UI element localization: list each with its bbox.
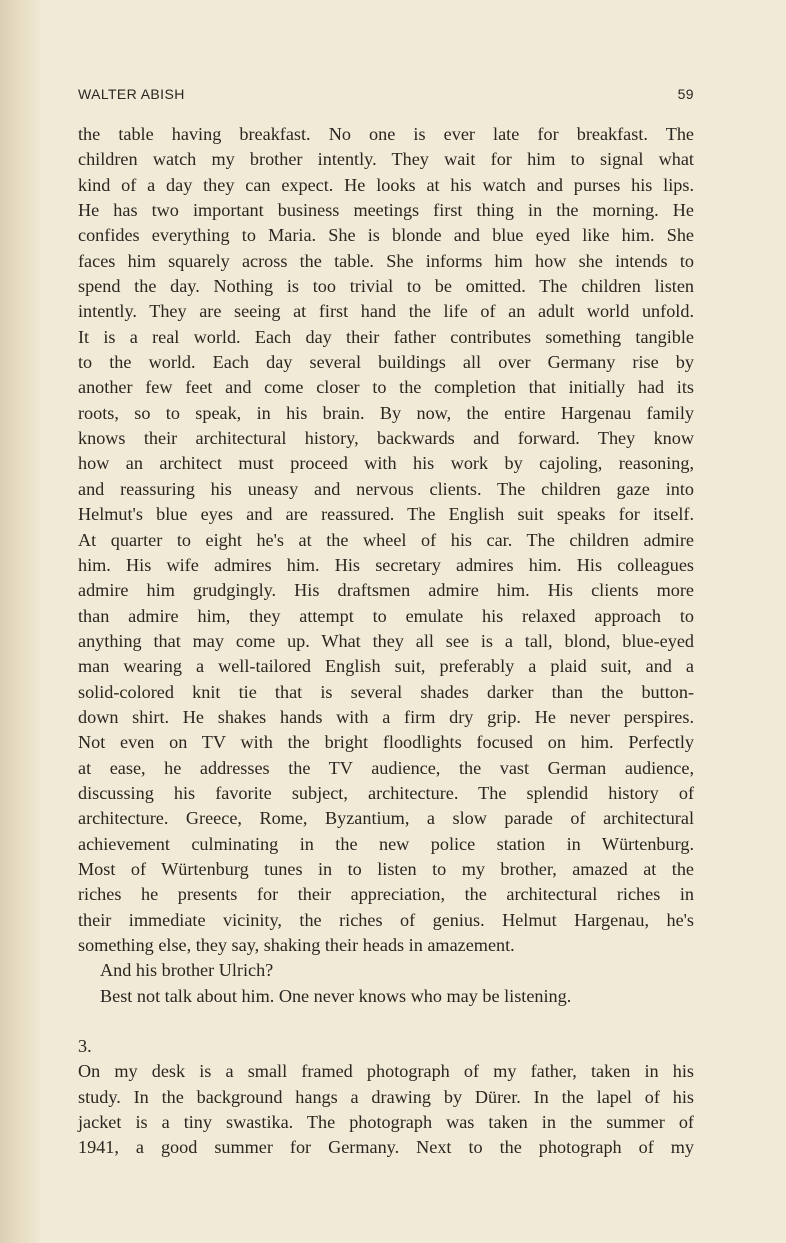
text-line: the table having breakfast. No one is ever late for breakfast. The <box>78 124 694 144</box>
text-line: anything that may come up. What they all see is a tall, blond, blue-eyed <box>78 630 694 651</box>
text-line: achievement culminating in the new police station in Würtenburg. <box>78 833 694 854</box>
text-line: discussing his favorite subject, architecture. The splendid history of <box>78 782 694 803</box>
text-line: architecture. Greece, Rome, Byzantium, a slow parade of architectural <box>78 808 694 829</box>
text-line: admire him grudgingly. His draftsmen admire him. His clients more <box>78 580 694 601</box>
text-line: He has two important business meetings first thing in the morning. He <box>78 200 694 221</box>
text-line: something else, they say, shaking their heads in amazement. <box>78 935 515 955</box>
page-number: 59 <box>677 86 694 102</box>
text-line: On my desk is a small framed photograph of my father, taken in his <box>78 1061 694 1082</box>
text-line: another few feet and come closer to the completion that initially had its <box>78 377 694 398</box>
text-line: study. In the background hangs a drawing by Dürer. In the lapel of his <box>78 1086 694 1107</box>
text-line: faces him squarely across the table. She informs him how she intends to <box>78 250 694 271</box>
text-line: riches he presents for their appreciation, the architectural riches in <box>78 884 694 905</box>
text-line: jacket is a tiny swastika. The photograph was taken in the summer of <box>78 1112 694 1133</box>
text-line: It is a real world. Each day their father contributes something tangible <box>78 326 694 347</box>
text-line: at ease, he addresses the TV audience, the vast German audience, <box>78 757 694 778</box>
running-head <box>78 86 694 108</box>
paragraph-photograph <box>78 1059 694 1160</box>
text-line: spend the day. Nothing is too trivial to be omitted. The children listen <box>78 276 694 297</box>
text-line: 1941, a good summer for Germany. Next to the photograph of my <box>78 1137 694 1158</box>
text-line: confides everything to Maria. She is blonde and blue eyed like him. She <box>78 225 694 246</box>
text-line: man wearing a well-tailored English suit, preferably a plaid suit, and a <box>78 656 694 677</box>
text-line: to the world. Each day several buildings all over Germany rise by <box>78 352 694 373</box>
page-gutter-shadow <box>0 0 40 1243</box>
text-line: intently. They are seeing at first hand the life of an adult world unfold. <box>78 301 694 322</box>
body-text <box>78 122 694 1161</box>
paragraph-ulrich: And his brother Ulrich? <box>100 960 274 981</box>
text-line: him. His wife admires him. His secretary admires him. His colleagues <box>78 554 694 575</box>
text-line: roots, so to speak, in his brain. By now, the entire Hargenau family <box>78 402 694 423</box>
paragraph-best-not-talk: Best not talk about him. One never knows who may be listening. <box>100 985 572 1006</box>
text-line: At quarter to eight he's at the wheel of his car. The children admire <box>78 529 694 550</box>
paragraph-helmut <box>78 122 694 958</box>
book-page <box>78 86 694 1161</box>
text-line: Not even on TV with the bright floodlights focused on him. Perfectly <box>78 732 694 753</box>
text-line: how an architect must proceed with his work by cajoling, reasoning, <box>78 453 694 474</box>
text-line: down shirt. He shakes hands with a firm dry grip. He never perspires. <box>78 706 694 727</box>
text-line: and reassuring his uneasy and nervous clients. The children gaze into <box>78 478 694 499</box>
text-line: Most of Würtenburg tunes in to listen to my brother, amazed at the <box>78 858 694 879</box>
text-line: than admire him, they attempt to emulate his relaxed approach to <box>78 605 694 626</box>
text-line: Helmut's blue eyes and are reassured. The English suit speaks for itself. <box>78 504 694 525</box>
text-line: knows their architectural history, backwards and forward. They know <box>78 428 694 449</box>
running-head-author: WALTER ABISH <box>78 86 185 102</box>
section-number: 3. <box>78 1036 92 1057</box>
text-line: their immediate vicinity, the riches of genius. Helmut Hargenau, he's <box>78 909 694 930</box>
text-line: solid-colored knit tie that is several shades darker than the button- <box>78 681 694 702</box>
text-line: kind of a day they can expect. He looks at his watch and purses his lips. <box>78 174 694 195</box>
text-line: children watch my brother intently. They wait for him to signal what <box>78 149 694 170</box>
